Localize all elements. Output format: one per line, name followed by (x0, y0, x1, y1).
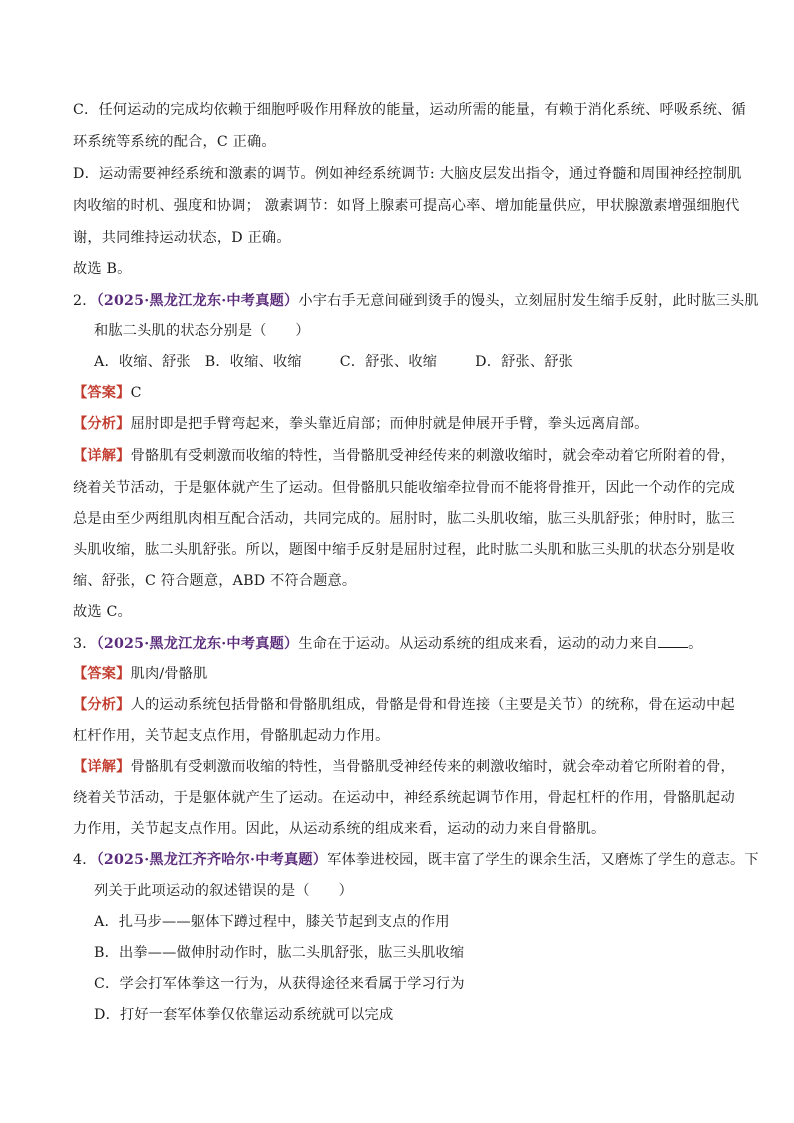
q2-stem-line-2: 和肱二头肌的状态分别是（ ） (94, 323, 310, 339)
q3-detail-line-3: 力作用，关节起支点作用。因此，从运动系统的组成来看，运动的动力来自骨骼肌。 (73, 821, 606, 837)
prev-choose-line: 故选 B。 (73, 261, 132, 277)
q2-answer: C (130, 385, 142, 401)
q2-detail-line-1 (73, 446, 735, 466)
q2-option-a: A．收缩、舒张 (94, 354, 191, 370)
q3-analysis-text-1: 人的运动系统包括骨骼和骨骼肌组成，骨骼是骨和骨连接（主要是关节）的统称，骨在运动中起 (130, 697, 735, 713)
q2-answer-line (73, 383, 142, 403)
q3-analysis-line-1 (73, 695, 735, 715)
option-c-explanation-line-1: C．任何运动的完成均依赖于细胞呼吸作用释放的能量，运动所需的能量，有赖于消化系统、呼吸系统、循 (73, 102, 746, 118)
q4-stem-text-1: 军体拳进校园，既丰富了学生的课余生活，又磨炼了学生的意志。下 (327, 852, 759, 868)
option-c-explanation-line-2: 环系统等系统的配合，C 正确。 (73, 134, 276, 150)
q3-detail-line-2: 绕着关节活动，于是躯体就产生了运动。在运动中，神经系统起调节作用，骨起杠杆的作用，骨骼肌起动 (73, 790, 735, 806)
q3-stem-line (73, 633, 702, 654)
q2-analysis-tag: 【分析】 (73, 416, 131, 432)
q2-analysis-line (73, 414, 649, 434)
q3-detail-tag: 【详解】 (73, 759, 131, 775)
q2-analysis: 屈肘即是把手臂弯起来，拳头靠近肩部；而伸肘就是伸展开手臂，拳头远离肩部。 (130, 416, 649, 432)
q3-answer-tag: 【答案】 (73, 666, 131, 682)
q4-number: 4． (73, 852, 97, 868)
q4-stem-line-2: 列关于此项运动的叙述错误的是（ ） (94, 883, 353, 899)
q3-source: （2025·黑龙江龙东·中考真题） (96, 636, 299, 652)
q2-stem-text-1: 小宇右手无意间碰到烫手的馒头，立刻屈肘发生缩手反射，此时肱三头肌 (298, 293, 759, 309)
q2-number: 2． (73, 293, 97, 309)
q3-stem-end: 。 (688, 636, 703, 652)
q3-analysis-tag: 【分析】 (73, 697, 131, 713)
option-d-explanation-line-1: D．运动需要神经系统和激素的调节。例如神经系统调节: 大脑皮层发出指令，通过脊髓和周围神经控制肌 (73, 166, 742, 182)
q3-detail-text-1: 骨骼肌有受刺激而收缩的特性，当骨骼肌受神经传来的刺激收缩时，就会牵动着它所附着的骨， (130, 759, 735, 775)
q2-detail-tag: 【详解】 (73, 448, 131, 464)
q4-option-d: D．打好一套军体拳仅依靠运动系统就可以完成 (94, 1007, 394, 1023)
q3-analysis-line-2: 杠杆作用，关节起支点作用，骨骼肌起动力作用。 (73, 728, 390, 744)
q2-source: （2025·黑龙江龙东·中考真题） (96, 293, 299, 309)
option-d-explanation-line-2: 肉收缩的时机、强度和协调； 激素调节：如肾上腺素可提高心率、增加能量供应，甲状腺激素增强细胞代 (73, 198, 740, 214)
q2-detail-text-1: 骨骼肌有受刺激而收缩的特性，当骨骼肌受神经传来的刺激收缩时，就会牵动着它所附着的骨， (130, 448, 735, 464)
q2-detail-line-2: 绕着关节活动，于是躯体就产生了运动。但骨骼肌只能收缩牵拉骨而不能将骨推开，因此一个动作的完成 (73, 480, 735, 496)
q2-detail-line-3: 总是由至少两组肌肉相互配合活动，共同完成的。屈肘时，肱二头肌收缩，肱三头肌舒张；伸肘时，肱三 (73, 511, 735, 527)
q2-detail-line-4: 头肌收缩，肱二头肌舒张。所以，题图中缩手反射是屈肘过程，此时肱二头肌和肱三头肌的状态分别是收 (73, 542, 735, 558)
q2-answer-tag: 【答案】 (73, 385, 131, 401)
q2-detail-line-5: 缩、舒张，C 符合题意，ABD 不符合题意。 (73, 573, 357, 589)
q4-option-a: A．扎马步——躯体下蹲过程中，膝关节起到支点的作用 (94, 914, 450, 930)
q3-detail-line-1 (73, 757, 735, 777)
q2-option-d: D．舒张、舒张 (475, 354, 574, 370)
q4-stem-line-1 (73, 850, 759, 870)
q2-stem-line-1 (73, 291, 759, 311)
q4-option-c: C．学会打军体拳这一行为，从获得途径来看属于学习行为 (94, 976, 465, 992)
q3-number: 3． (73, 636, 97, 652)
q4-option-b: B．出拳——做伸肘动作时，肱二头肌舒张，肱三头肌收缩 (94, 945, 465, 961)
q2-choose-line: 故选 C。 (73, 604, 132, 620)
q2-options-row (94, 352, 573, 372)
q3-answer: 肌肉/骨骼肌 (130, 666, 208, 682)
q4-source: （2025·黑龙江齐齐哈尔·中考真题） (96, 852, 328, 868)
q3-answer-blank (658, 633, 688, 648)
option-d-explanation-line-3: 谢，共同维持运动状态，D 正确。 (73, 230, 291, 246)
q2-option-c: C．舒张、收缩 (339, 354, 438, 370)
q3-answer-line (73, 664, 207, 684)
q3-stem-text: 生命在于运动。从运动系统的组成来看，运动的动力来自 (298, 636, 659, 652)
q2-option-b: B．收缩、收缩 (204, 354, 302, 370)
